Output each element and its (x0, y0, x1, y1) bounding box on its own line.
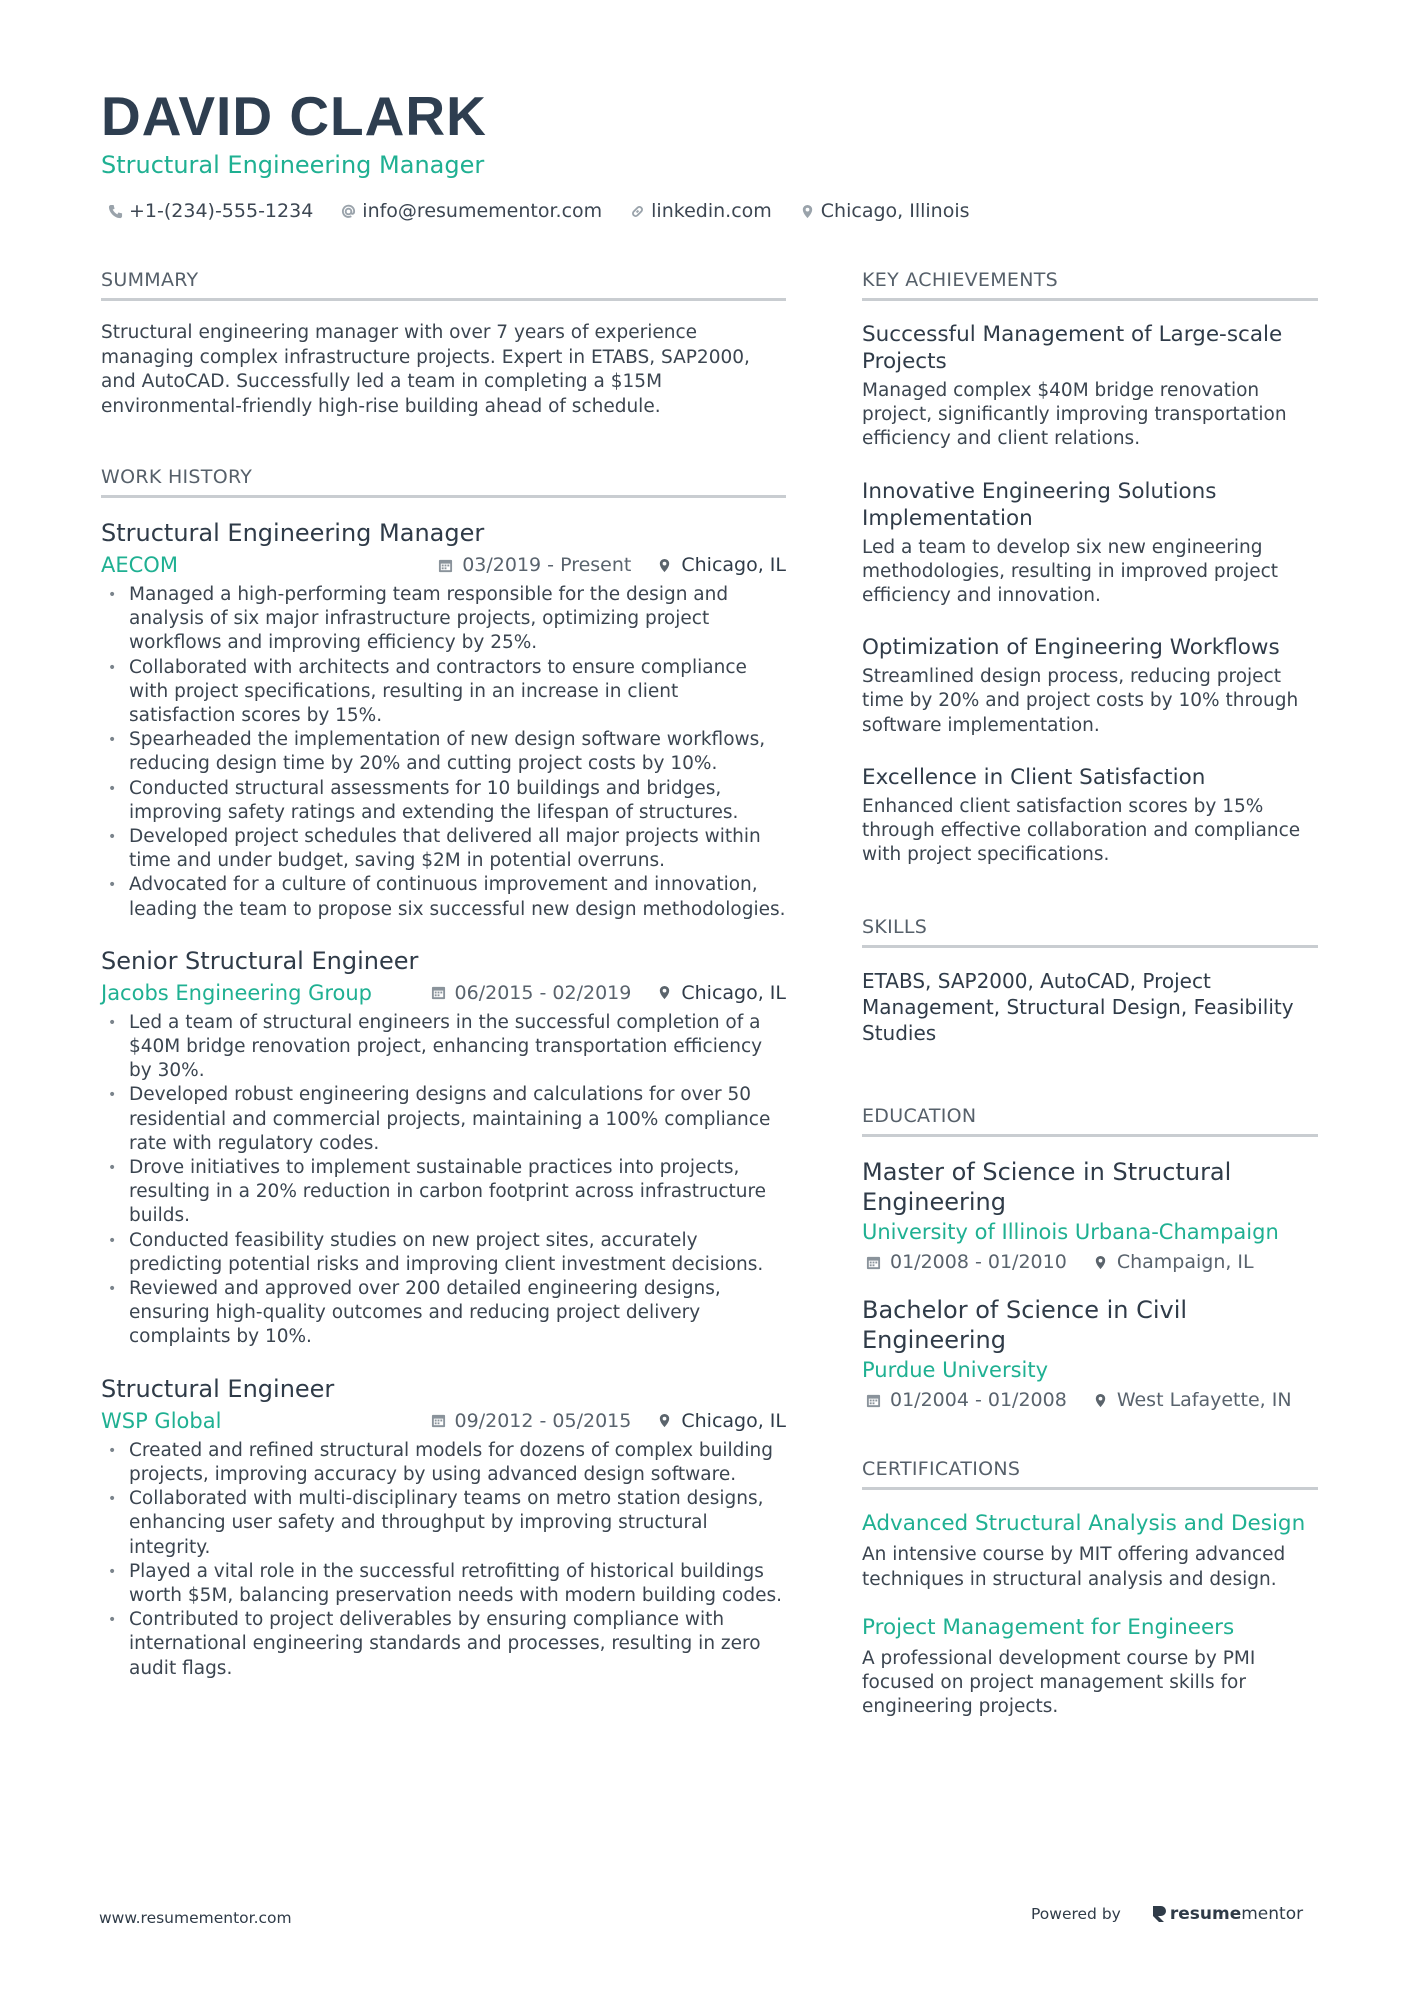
achievement-title: Innovative Engineering Solutions Implementation (862, 478, 1217, 531)
job-dates-text: 09/2012 - 05/2015 (454, 1409, 632, 1432)
achievement-title: Excellence in Client Satisfaction (862, 764, 1206, 790)
achievement-title: Successful Management of Large-scale Projects (862, 322, 1283, 374)
job-bullets (101, 583, 786, 922)
achievement-desc: Managed complex $40M bridge renovation project, significantly improving transportation efficiency and client relations. (862, 380, 1287, 450)
certification-desc: An intensive course by MIT offering advanced techniques in structural analysis and design. (862, 1544, 1286, 1590)
job-title: Structural Engineering Manager (101, 519, 485, 547)
list-item: • Drove initiatives to implement sustainable practices into projects, resulting in a 20% reduction in carbon footprint across infrastructure builds. (101, 1156, 786, 1229)
list-item: • Managed a high-performing team responsible for the design and analysis of six major infrastructure projects, optimizing project workflows and improving efficiency by 25%. (101, 583, 786, 656)
certification-item (862, 1510, 1318, 1591)
location-pin-icon (1093, 1393, 1108, 1408)
list-item: • Collaborated with multi-disciplinary teams on metro station designs, enhancing user safety and throughput by improving structural integrity. (101, 1487, 786, 1560)
education-item (862, 1157, 1318, 1273)
job-location (657, 554, 786, 576)
achievement-item (862, 478, 1318, 609)
job-dates (431, 1410, 632, 1432)
calendar-icon (431, 985, 446, 1000)
job-dates (431, 982, 632, 1004)
education-item (862, 1295, 1318, 1411)
contact-bar (108, 200, 998, 222)
achievement-desc: Led a team to develop six new engineering methodologies, resulting in improved project efficiency and innovation. (862, 536, 1279, 607)
list-item: • Reviewed and approved over 200 detailed engineering designs, ensuring high-quality outcomes and reducing project delivery complaints by 10%. (101, 1277, 786, 1350)
linkedin-text: linkedin.com (651, 200, 772, 222)
job-meta (101, 1409, 786, 1433)
job-title: Senior Structural Engineer (101, 946, 419, 975)
job-entry (101, 1374, 786, 1681)
right-column (862, 268, 1318, 1741)
email-text: info@resumementor.com (362, 200, 603, 222)
school-name: Purdue University (862, 1358, 1049, 1383)
at-icon (341, 204, 356, 219)
edu-dates-text: 01/2004 - 01/2008 (890, 1389, 1067, 1412)
job-meta (101, 981, 786, 1005)
achievement-item (862, 634, 1318, 738)
edu-location (1093, 1251, 1254, 1273)
candidate-name: DAVID CLARK (101, 85, 487, 147)
calendar-icon (866, 1255, 881, 1270)
job-dates (438, 554, 631, 576)
certification-item (862, 1614, 1318, 1720)
certification-title: Advanced Structural Analysis and Design (862, 1511, 1306, 1537)
edu-dates (866, 1389, 1067, 1411)
location-pin-icon (800, 204, 815, 219)
certification-title: Project Management for Engineers (862, 1614, 1235, 1640)
powered-by-text: Powered by (1031, 1905, 1121, 1923)
list-item: • Developed project schedules that delivered all major projects within time and under budget, saving $2M in potential overruns. (101, 825, 786, 873)
calendar-icon (866, 1393, 881, 1408)
list-item: • Led a team of structural engineers in the successful completion of a $40M bridge renovation project, enhancing transportation efficiency by 30%. (101, 1011, 786, 1084)
summary-heading: SUMMARY (101, 268, 786, 301)
calendar-icon (438, 558, 453, 573)
company-name: AECOM (101, 553, 178, 577)
job-title: Structural Engineer (101, 1374, 335, 1403)
list-item: • Contributed to project deliverables by ensuring compliance with international engineering standards and processes, resulting in zero audit flags. (101, 1608, 786, 1681)
skills-text: ETABS, SAP2000, AutoCAD, Project Management, Structural Design, Feasibility Studies (862, 969, 1294, 1046)
list-item: • Played a vital role in the successful retrofitting of historical buildings worth $5M, balancing preservation needs with modern building codes. (101, 1560, 786, 1608)
company-name: Jacobs Engineering Group (101, 980, 373, 1005)
job-bullets (101, 1011, 786, 1350)
contact-linkedin[interactable] (630, 200, 772, 222)
location-pin-icon (1093, 1255, 1108, 1270)
degree-title: Master of Science in Structural Engineering (862, 1158, 1232, 1217)
calendar-icon (431, 1413, 446, 1428)
certifications-heading: CERTIFICATIONS (862, 1457, 1318, 1490)
school-name: University of Illinois Urbana-Champaign (862, 1220, 1279, 1245)
location-text: Chicago, Illinois (820, 200, 970, 222)
job-location-text: Chicago, IL (681, 554, 786, 576)
list-item: • Advocated for a culture of continuous improvement and innovation, leading the team to propose six successful new design methodologies. (101, 873, 786, 921)
left-column (101, 268, 786, 1705)
job-dates-text: 03/2019 - Present (462, 554, 632, 576)
job-entry (101, 946, 786, 1350)
education-heading: EDUCATION (862, 1104, 1318, 1137)
brand-logo[interactable] (1151, 1904, 1303, 1924)
footer-brand (1031, 1904, 1303, 1924)
achievements-heading: KEY ACHIEVEMENTS (862, 268, 1318, 301)
list-item: • Collaborated with architects and contractors to ensure compliance with project specifications, resulting in an increase in client satisfaction scores by 15%. (101, 656, 786, 729)
edu-dates-text: 01/2008 - 01/2010 (890, 1251, 1067, 1274)
link-icon (630, 204, 645, 219)
achievement-title: Optimization of Engineering Workflows (862, 635, 1280, 661)
summary-text: Structural engineering manager with over 7 years of experience managing complex infrastructure projects. Expert in ETABS, SAP2000, and AutoCAD. Successfully led a team in completing a $15M environmental-friendly high-rise building ahead of schedule. (101, 322, 750, 417)
achievement-desc: Enhanced client satisfaction scores by 15% through effective collaboration and compliance with project specifications. (862, 795, 1301, 866)
list-item: • Conducted structural assessments for 10 buildings and bridges, improving safety ratings and extending the lifespan of structures. (101, 777, 786, 825)
job-location-text: Chicago, IL (681, 981, 786, 1004)
job-meta (101, 553, 786, 577)
edu-location-text: West Lafayette, IN (1116, 1389, 1292, 1412)
brand-light: mentor (1241, 1904, 1304, 1924)
job-entry (101, 518, 786, 922)
contact-phone[interactable] (108, 200, 313, 222)
location-pin-icon (657, 1413, 672, 1428)
skills-heading: SKILLS (862, 915, 1318, 948)
list-item: • Created and refined structural models for dozens of complex building projects, improving accuracy by using advanced design software. (101, 1439, 786, 1487)
job-dates-text: 06/2015 - 02/2019 (454, 981, 632, 1004)
list-item: • Spearheaded the implementation of new design software workflows, reducing design time by 20% and cutting project costs by 10%. (101, 728, 786, 776)
company-name: WSP Global (101, 1408, 222, 1433)
achievement-desc: Streamlined design process, reducing project time by 20% and project costs by 10% through software implementation. (862, 666, 1299, 736)
phone-text: +1-(234)-555-1234 (129, 200, 314, 222)
list-item: • Conducted feasibility studies on new project sites, accurately predicting potential risks and improving client investment decisions. (101, 1229, 786, 1277)
job-location (657, 1410, 786, 1432)
edu-location (1093, 1389, 1292, 1411)
location-pin-icon (657, 985, 672, 1000)
contact-email[interactable] (341, 200, 602, 222)
resumementor-logo-icon (1151, 1905, 1167, 1923)
job-location (657, 982, 786, 1004)
candidate-title: Structural Engineering Manager (101, 151, 485, 179)
certification-desc: A professional development course by PMI focused on project management skills for engineering projects. (862, 1647, 1256, 1718)
list-item: • Developed robust engineering designs and calculations for over 50 residential and commercial projects, maintaining a 100% compliance rate with regulatory codes. (101, 1083, 786, 1156)
achievement-item (862, 764, 1318, 868)
degree-title: Bachelor of Science in Civil Engineering (862, 1296, 1188, 1355)
job-bullets (101, 1439, 786, 1681)
location-pin-icon (657, 558, 672, 573)
phone-icon (108, 204, 123, 219)
edu-location-text: Champaign, IL (1116, 1251, 1254, 1274)
brand-bold: resume (1169, 1904, 1242, 1924)
achievement-item (862, 321, 1318, 452)
contact-location (800, 200, 970, 222)
work-history-heading: WORK HISTORY (101, 465, 786, 498)
job-location-text: Chicago, IL (681, 1409, 786, 1432)
footer-website[interactable]: www.resumementor.com (99, 1909, 292, 1927)
edu-dates (866, 1251, 1067, 1273)
